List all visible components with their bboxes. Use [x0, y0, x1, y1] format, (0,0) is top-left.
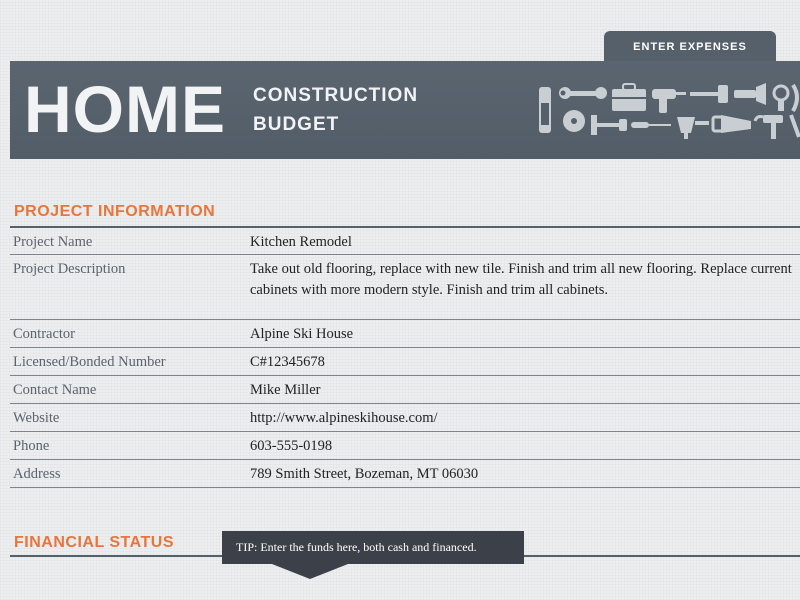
pliers-icon [791, 115, 799, 137]
subtitle-line-2: BUDGET [253, 114, 340, 135]
phone-value[interactable]: 603-555-0198 [250, 438, 333, 454]
page-subtitle [253, 81, 453, 139]
project-description-label: Project Description [13, 261, 126, 277]
website-value[interactable]: http://www.alpineskihouse.com/ [250, 410, 438, 426]
contact-name-label: Contact Name [13, 382, 97, 398]
website-label: Website [13, 410, 60, 426]
contact-name-value[interactable]: Mike Miller [250, 382, 321, 398]
table-row [10, 404, 800, 432]
project-description-value[interactable]: Take out old flooring, replace with new tile. Finish and trim all new flooring. Replace current cabinets with more modern style. Finish and trim all cabinets. [250, 261, 792, 298]
phone-label: Phone [13, 438, 50, 454]
licensed-bonded-number-value[interactable]: C#12345678 [250, 354, 325, 370]
table-row [10, 255, 800, 320]
table-row [10, 460, 800, 488]
page-title: HOME [24, 72, 226, 146]
flashlight-icon [734, 83, 766, 105]
screwdriver-icon [631, 122, 671, 128]
claw-hammer-icon [755, 115, 783, 139]
licensed-bonded-number-label: Licensed/Bonded Number [13, 354, 166, 370]
tip-tooltip: TIP: Enter the funds here, both cash and financed. [222, 531, 524, 564]
financial-status-heading: FINANCIAL STATUS [14, 534, 174, 551]
tools-illustration [535, 81, 800, 141]
enter-expenses-tab[interactable]: ENTER EXPENSES [604, 31, 776, 61]
table-row [10, 348, 800, 376]
paint-brush-icon [591, 115, 627, 135]
table-row [10, 320, 800, 348]
table-row [10, 228, 800, 255]
tape-icon [793, 85, 797, 111]
project-information-heading: PROJECT INFORMATION [14, 203, 216, 220]
project-info-table [10, 228, 800, 488]
address-value[interactable]: 789 Smith Street, Bozeman, MT 06030 [250, 466, 479, 482]
subtitle-line-1: CONSTRUCTION [253, 85, 419, 106]
contractor-label: Contractor [13, 326, 76, 342]
hand-saw-icon [713, 115, 751, 133]
faucet-icon [774, 86, 788, 111]
toolbox-icon [612, 84, 646, 111]
drill-icon [652, 89, 686, 113]
contractor-value[interactable]: Alpine Ski House [250, 326, 354, 342]
tooltip-pointer [272, 564, 348, 579]
wrench-icon [559, 87, 607, 99]
project-name-label: Project Name [13, 234, 93, 250]
table-row [10, 376, 800, 404]
paint-roller-icon [539, 87, 551, 133]
saw-blade-icon [563, 110, 585, 132]
table-row [10, 432, 800, 460]
header-banner [10, 61, 800, 159]
hammer-icon [690, 85, 728, 103]
trowel-icon [677, 117, 709, 139]
address-label: Address [13, 466, 61, 482]
project-name-value[interactable]: Kitchen Remodel [250, 234, 352, 250]
